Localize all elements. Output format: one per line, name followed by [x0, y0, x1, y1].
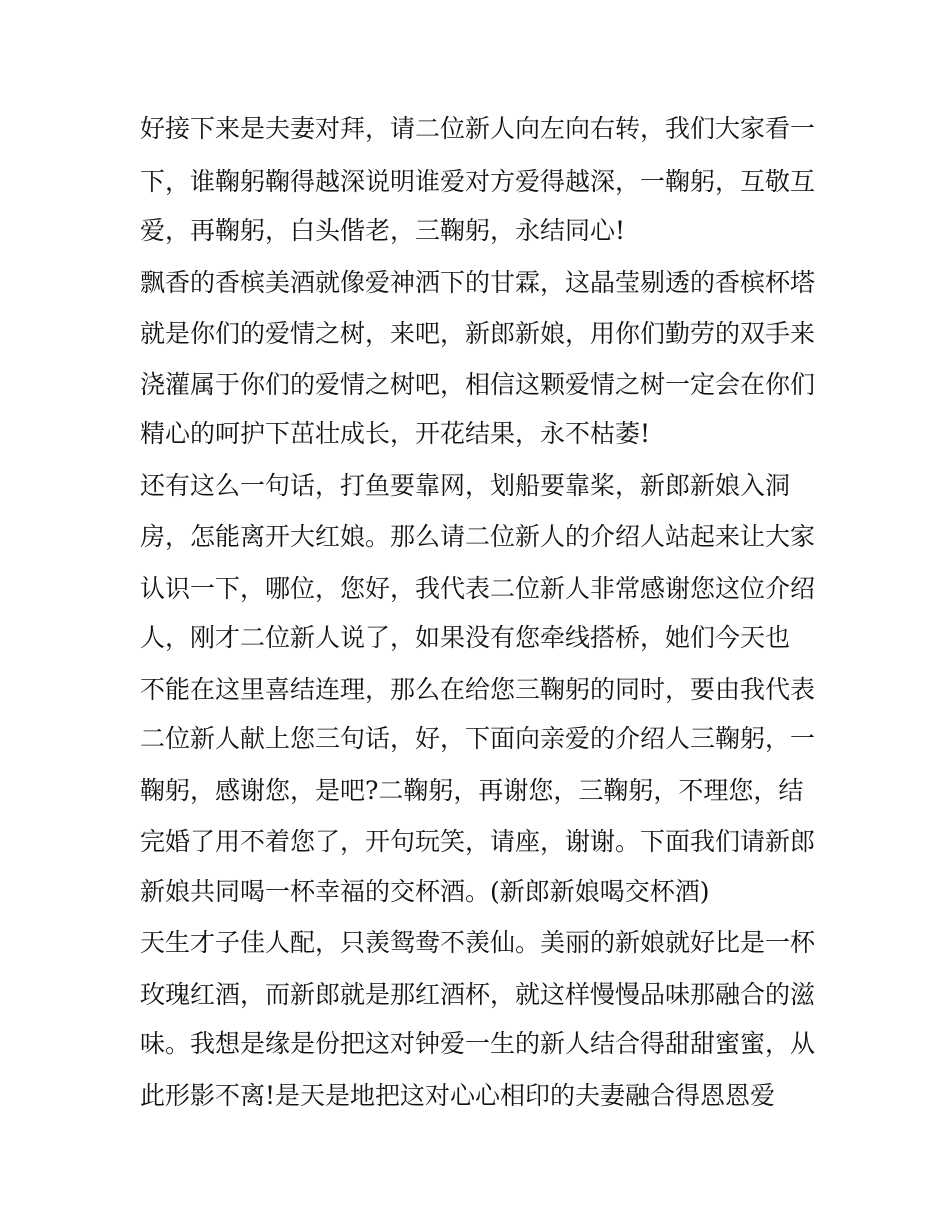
- text-line: 完婚了用不着您了，开句玩笑，请座，谢谢。下面我们请新郎: [140, 827, 816, 856]
- text-line: 房，怎能离开大红娘。那么请二位新人的介绍人站起来让大家: [140, 522, 816, 551]
- text-line: 此形影不离!是天是地把这对心心相印的夫妻融合得恩恩爱: [140, 1081, 776, 1110]
- text-line: 就是你们的爱情之树，来吧，新郎新娘，用你们勤劳的双手来: [140, 319, 816, 348]
- text-line: 玫瑰红酒，而新郎就是那红酒杯，就这样慢慢品味那融合的滋: [140, 980, 816, 1009]
- text-line: 浇灌属于你们的爱情之树吧，相信这颗爱情之树一定会在你们: [140, 370, 816, 399]
- text-line: 二位新人献上您三句话，好，下面向亲爱的介绍人三鞠躬，一: [140, 724, 816, 753]
- text-line: 天生才子佳人配，只羡鸳鸯不羡仙。美丽的新娘就好比是一杯: [140, 928, 816, 957]
- text-line: 精心的呵护下茁壮成长，开花结果，永不枯萎!: [140, 419, 651, 448]
- text-line: 人，刚才二位新人说了，如果没有您牵线搭桥，她们今天也: [140, 623, 791, 652]
- text-line: 味。我想是缘是份把这对钟爱一生的新人结合得甜甜蜜蜜，从: [140, 1029, 816, 1058]
- text-line: 下，谁鞠躬鞠得越深说明谁爱对方爱得越深，一鞠躬，互敬互: [140, 167, 816, 196]
- text-line: 还有这么一句话，打鱼要靠网，划船要靠桨，新郎新娘入洞: [140, 471, 791, 500]
- text-line: 好接下来是夫妻对拜，请二位新人向左向右转，我们大家看一: [140, 114, 816, 143]
- text-line: 鞠躬，感谢您，是吧?二鞠躬，再谢您，三鞠躬，不理您，结: [140, 776, 804, 805]
- text-line: 爱，再鞠躬，白头偕老，三鞠躬，永结同心!: [140, 216, 626, 245]
- text-line: 新娘共同喝一杯幸福的交杯酒。(新郎新娘喝交杯酒): [140, 877, 710, 906]
- text-line: 不能在这里喜结连理，那么在给您三鞠躬的同时，要由我代表: [140, 675, 816, 704]
- text-line: 认识一下，哪位，您好，我代表二位新人非常感谢您这位介绍: [140, 574, 816, 603]
- text-line: 飘香的香槟美酒就像爱神洒下的甘霖，这晶莹剔透的香槟杯塔: [140, 268, 816, 297]
